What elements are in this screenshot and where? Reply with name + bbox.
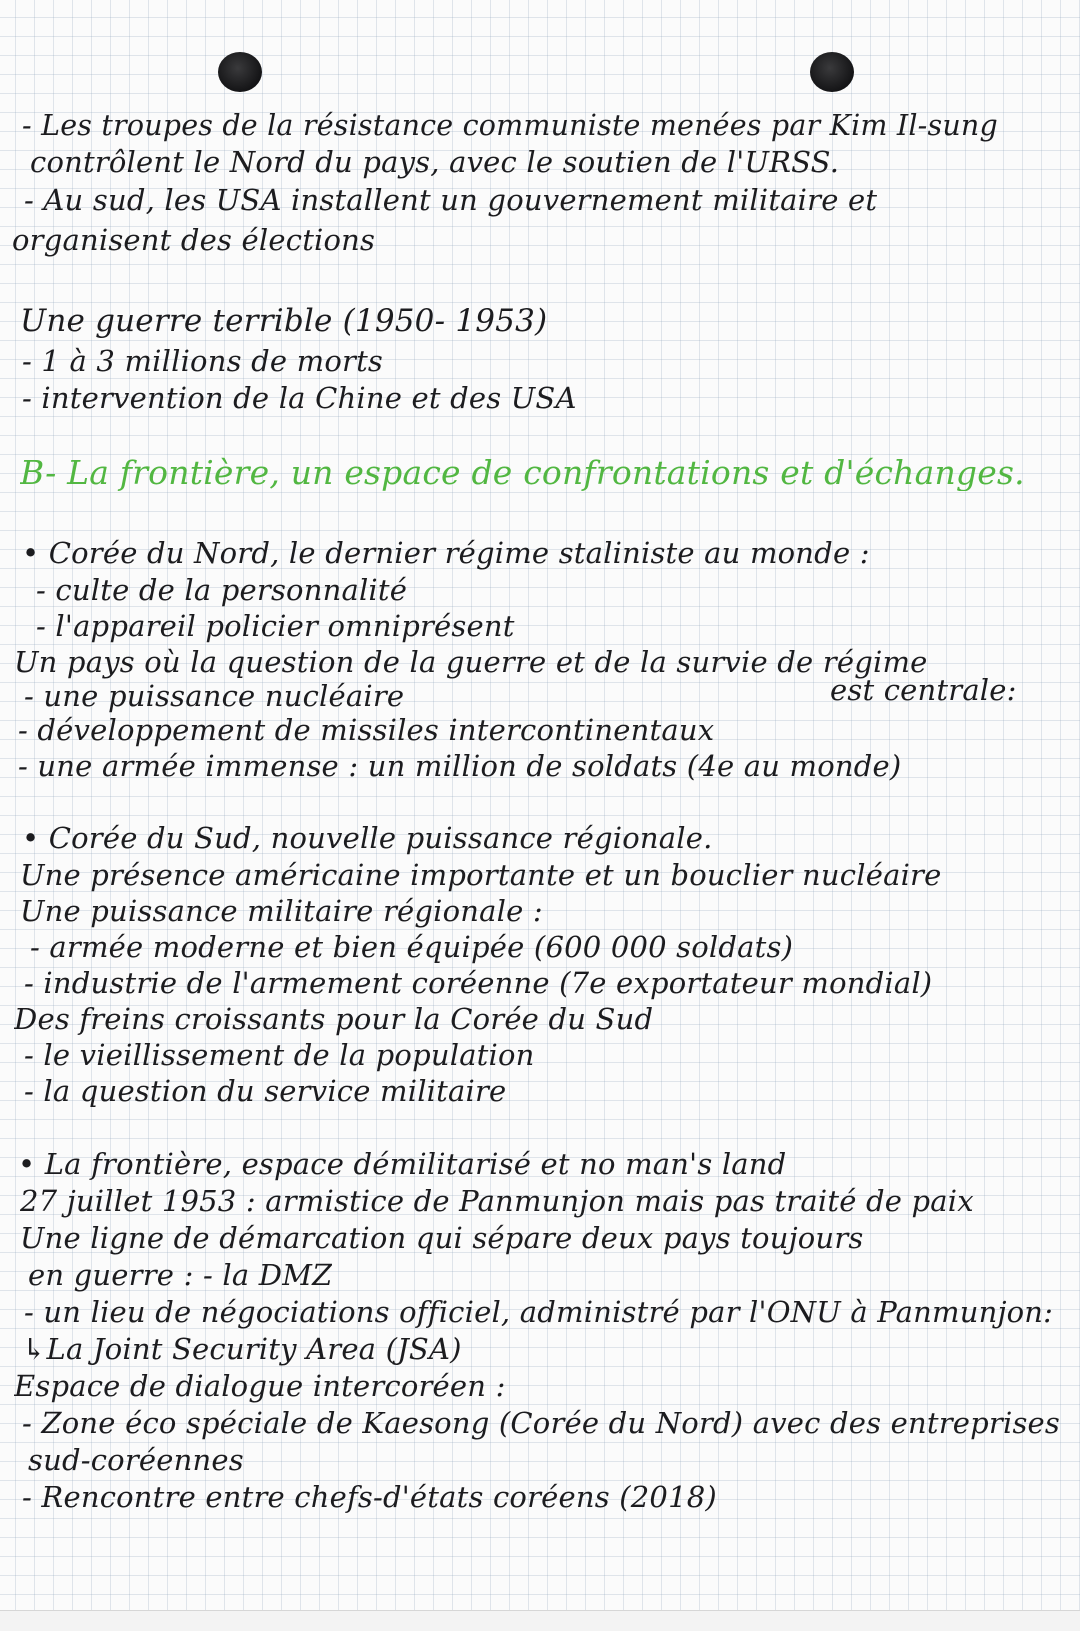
note-line: Un pays où la question de la guerre et de la survie de régime <box>14 645 928 679</box>
note-line: 27 juillet 1953 : armistice de Panmunjon mais pas traité de paix <box>20 1184 974 1218</box>
note-line: - développement de missiles intercontinentaux <box>18 713 715 747</box>
section-title: Une guerre terrible (1950- 1953) <box>20 303 548 339</box>
note-line: en guerre : - la DMZ <box>28 1258 333 1292</box>
note-line: - armée moderne et bien équipée (600 000 soldats) <box>30 930 794 964</box>
bullet-heading: • La frontière, espace démilitarisé et no man's land <box>18 1147 787 1181</box>
note-line: contrôlent le Nord du pays, avec le soutien de l'URSS. <box>30 145 840 179</box>
note-line: - 1 à 3 millions de morts <box>22 344 384 378</box>
binder-hole-right <box>810 52 854 92</box>
note-line: Une ligne de démarcation qui sépare deux pays toujours <box>20 1221 864 1255</box>
bullet-heading: • Corée du Sud, nouvelle puissance régionale. <box>22 821 713 855</box>
note-line: - un lieu de négociations officiel, administré par l'ONU à Panmunjon: <box>24 1295 1054 1329</box>
note-line: Des freins croissants pour la Corée du Sud <box>14 1002 654 1036</box>
note-line: Espace de dialogue intercoréen : <box>14 1369 506 1403</box>
note-line: - le vieillissement de la population <box>24 1038 535 1072</box>
note-line: - Rencontre entre chefs-d'états coréens (2018) <box>22 1480 717 1514</box>
note-line: - Zone éco spéciale de Kaesong (Corée du Nord) avec des entreprises <box>22 1406 1060 1440</box>
section-heading: B- La frontière, un espace de confrontations et d'échanges. <box>20 455 1025 491</box>
note-line: - une puissance nucléaire <box>24 679 405 713</box>
note-line: Une puissance militaire régionale : <box>20 894 543 928</box>
note-line: - Au sud, les USA installent un gouvernement militaire et <box>24 183 878 217</box>
note-line: - Les troupes de la résistance communiste menées par Kim Il-sung <box>22 109 998 142</box>
page-bottom-edge <box>0 1610 1080 1631</box>
note-line: ↳La Joint Security Area (JSA) <box>22 1332 462 1366</box>
bullet-heading: • Corée du Nord, le dernier régime staliniste au monde : <box>22 536 870 570</box>
note-line: Une présence américaine importante et un bouclier nucléaire <box>20 858 942 892</box>
note-line: - une armée immense : un million de soldats (4e au monde) <box>18 749 902 783</box>
note-line: - l'appareil policier omniprésent <box>36 609 515 643</box>
note-line: - culte de la personnalité <box>36 573 408 607</box>
note-line: est centrale: <box>830 673 1017 707</box>
note-line: - intervention de la Chine et des USA <box>22 381 577 415</box>
note-line: - industrie de l'armement coréenne (7e exportateur mondial) <box>24 966 933 1000</box>
binder-hole-left <box>218 52 262 92</box>
note-line: sud-coréennes <box>28 1443 244 1477</box>
note-line: organisent des élections <box>12 223 376 257</box>
note-line: - la question du service militaire <box>24 1074 507 1108</box>
